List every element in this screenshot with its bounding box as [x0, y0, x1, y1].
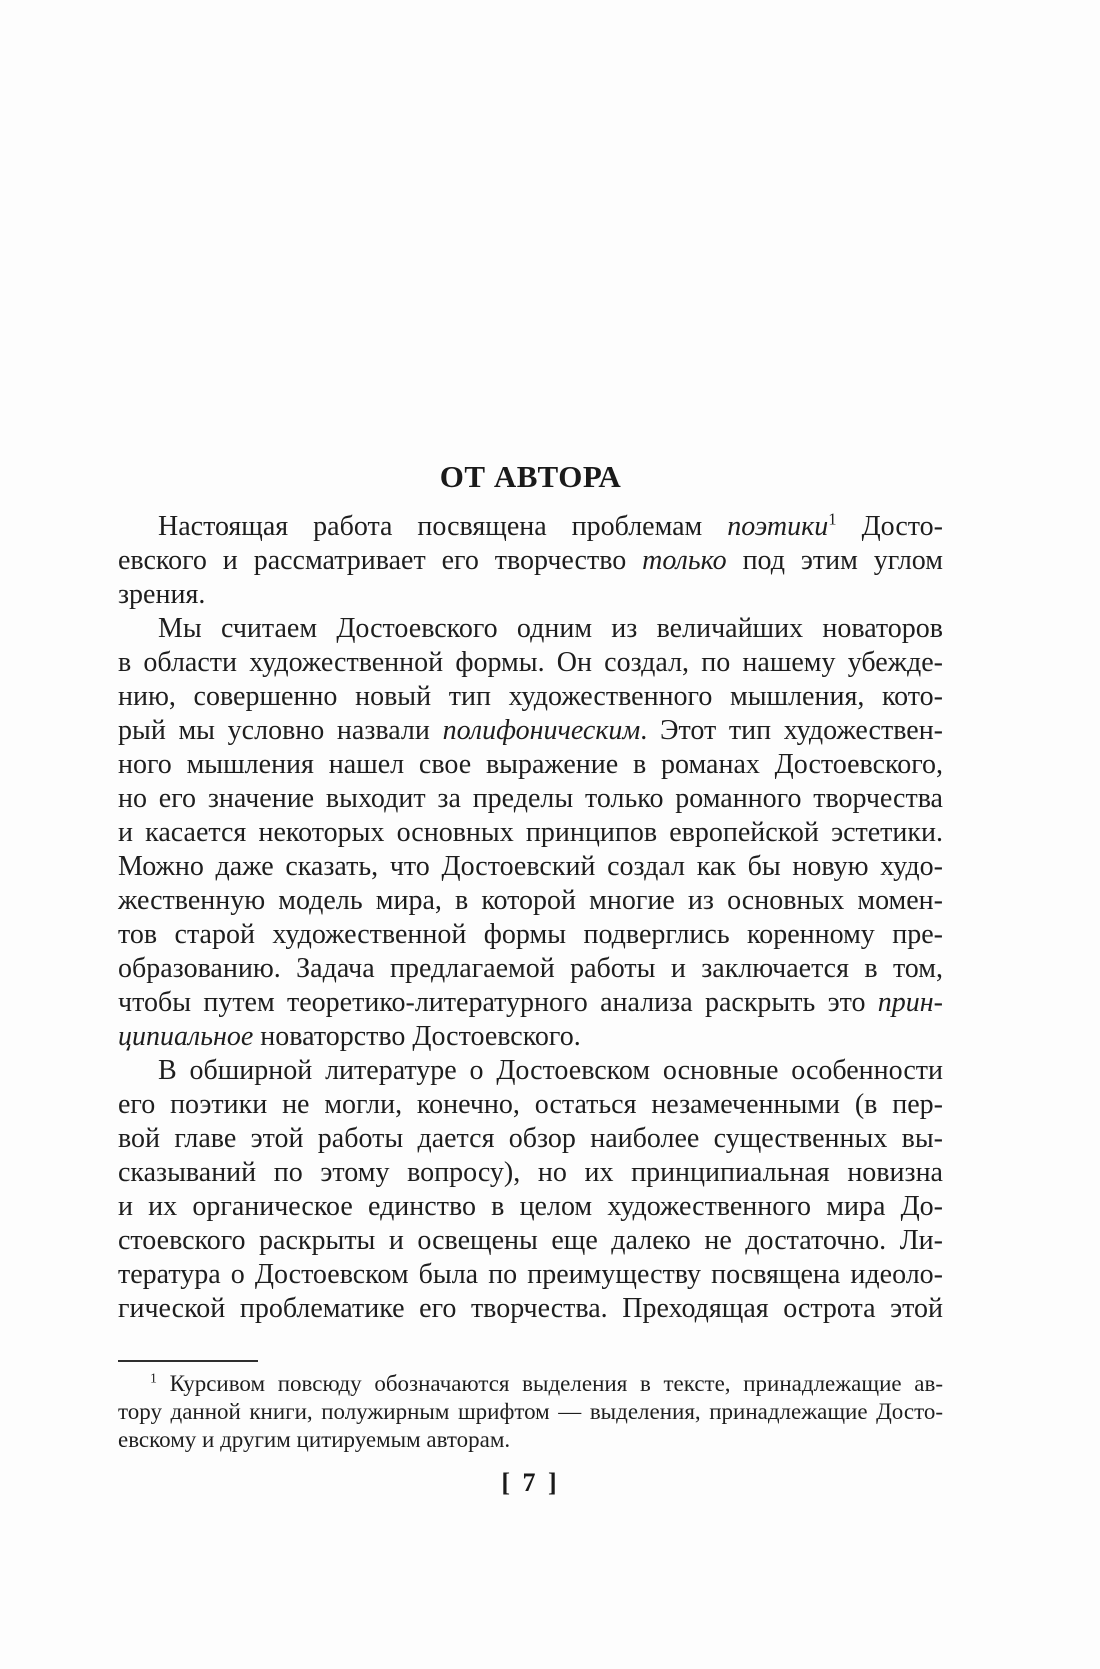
text-line: тов старой художественной формы подверглись коренному пре-	[118, 919, 943, 950]
body-text	[118, 510, 943, 1326]
text-line: Мы считаем Достоевского одним из величайших новаторов	[158, 613, 943, 644]
text-line: Настоящая работа посвящена проблемам поэтики$^1$ Досто-	[158, 509, 943, 542]
footnote-divider	[118, 1360, 258, 1362]
text-line: нию, совершенно новый тип художественного мышления, кото-	[118, 681, 943, 712]
text-line: стоевского раскрыты и освещены еще далеко не достаточно. Ли-	[118, 1225, 943, 1256]
text-line: гической проблематике его творчества. Преходящая острота этой	[118, 1293, 943, 1324]
text-line: В обширной литературе о Достоевском основные особенности	[158, 1055, 943, 1086]
text-line: сказываний по этому вопросу), но их принципиальная новизна	[118, 1157, 943, 1188]
text-line: рый мы условно назвали полифоническим. Этот тип художествен-	[118, 715, 944, 746]
text-line: вой главе этой работы дается обзор наиболее существенных вы-	[118, 1123, 943, 1154]
text-line: и их органическое единство в целом художественного мира До-	[118, 1191, 943, 1222]
text-line: но его значение выходит за пределы только романного творчества	[118, 783, 943, 814]
chapter-title: ОТ АВТОРА	[439, 459, 622, 494]
footnote	[118, 1370, 943, 1454]
text-line: в области художественной формы. Он создал, по нашему убежде-	[118, 647, 943, 678]
text-line: зрения.	[118, 579, 206, 610]
footnote-marker: 1	[150, 1370, 157, 1386]
text-line: $^1$ Курсивом повсюду обозначаются выделения в тексте, принадлежащие ав-	[150, 1370, 943, 1396]
text-line: тору данной книги, полужирным шрифтом — выделения, принадлежащие Досто-	[118, 1399, 943, 1424]
text-line: и касается некоторых основных принципов европейской эстетики.	[118, 817, 943, 848]
text-line: образованию. Задача предлагаемой работы и заключается в том,	[118, 953, 943, 984]
text-block	[118, 460, 943, 1498]
text-line: его поэтики не могли, конечно, остаться незамеченными (в пер-	[118, 1089, 943, 1120]
text-line: ного мышления нашел свое выражение в романах Достоевского,	[118, 749, 943, 780]
text-line: Можно даже сказать, что Достоевский создал как бы новую худо-	[118, 851, 943, 882]
text-line: чтобы путем теоретико-литературного анализа раскрыть это прин-	[118, 987, 943, 1018]
text-line: жественную модель мира, в которой многие из основных момен-	[118, 885, 943, 916]
text-line: ципиальное новаторство Достоевского.	[118, 1021, 581, 1052]
page-number: [ 7 ]	[501, 1468, 560, 1497]
text-line: тература о Достоевском была по преимуществу посвящена идеоло-	[118, 1259, 943, 1290]
text-line: евского и рассматривает его творчество только под этим углом	[118, 545, 943, 576]
text-line: евскому и другим цитируемым авторам.	[118, 1427, 511, 1452]
footnote-marker: 1	[828, 509, 837, 529]
